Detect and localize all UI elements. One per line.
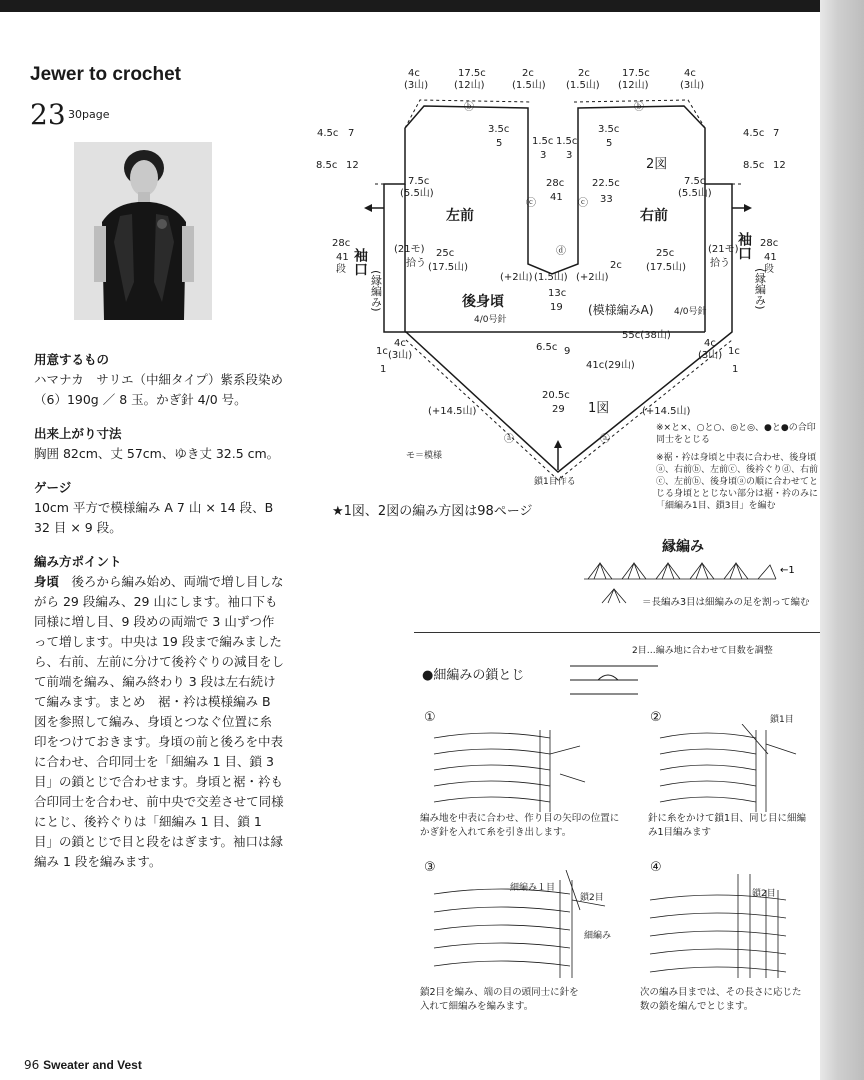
join-note: 2目…編み地に合わせて目数を調整 (632, 646, 773, 656)
dim-7-right: 7 (773, 128, 780, 139)
dim-33: 33 (600, 194, 613, 205)
mo-note: モ＝模様 (406, 451, 443, 461)
sleeve-edge-left: (縁編み) (369, 270, 383, 312)
page-number: 96 (24, 1058, 40, 1072)
step2-illustration (656, 724, 806, 814)
page-footer (24, 1058, 142, 1072)
step4-label: 鎖2目 (752, 889, 776, 899)
dim-2c-right: 2c (578, 68, 590, 79)
mark-b-right: ⓑ (634, 102, 644, 113)
dim-1-5c-b: 1.5c (556, 136, 578, 147)
dim-12-right: 12 (773, 160, 786, 171)
step2-label: 鎖1目 (770, 715, 794, 725)
section-name: Sweater and Vest (43, 1058, 142, 1072)
dim-4-5c-left: 4.5c (317, 128, 339, 139)
dim-20-5c: 20.5c (542, 390, 570, 401)
diagram-caption: ★1図、2図の編み方図は98ページ (332, 504, 533, 519)
dim-plus14-5-right: (+14.5山) (642, 406, 691, 417)
join-title: ●細編みの鎖とじ (422, 668, 525, 683)
dim-3-a: 3 (540, 150, 547, 161)
dim-8-5c-right: 8.5c (743, 160, 765, 171)
edging-arrow: ←1 (780, 565, 795, 576)
dim-6-5c: 6.5c (536, 342, 558, 353)
dim-28c-center: 28c (546, 178, 565, 189)
note-2: ※裾・衿は身頃と中表に合わせ、後身頃ⓐ、右前ⓑ、左前ⓒ、後衿ぐりⓓ、右前ⓒ、左前ⓑ、後身頃ⓐの順に合わせてとじる身頃ととじない部分は裾・衿のみに「細編み1目、鎖3目」を編む (656, 453, 819, 511)
dim-4c-bottom-left: 4c (394, 338, 406, 349)
dim-3yama-right: (3山) (680, 80, 705, 91)
dim-plus14-5-left: (+14.5山) (428, 406, 477, 417)
dim-41c: 41c(29山) (586, 360, 635, 371)
dim-plus2-right: (+2山) (576, 272, 609, 283)
dim-1-5c-a: 1.5c (532, 136, 554, 147)
materials-heading: 用意するもの (34, 352, 110, 367)
left-front-label: 左前 (446, 208, 474, 224)
dim-4c-left: 4c (408, 68, 420, 79)
step1-illustration (430, 724, 590, 814)
edging-title: 縁編み (662, 539, 704, 555)
pattern-a-label: (模様編みA) (588, 303, 654, 317)
hiro-right: 拾う (710, 258, 730, 269)
dim-3-b: 3 (566, 150, 573, 161)
dim-5-5yama-right: (5.5山) (678, 188, 712, 199)
dim-28c-left: 28c (332, 238, 351, 249)
dim-4c-right: 4c (684, 68, 696, 79)
dim-3-5c-right: 3.5c (598, 124, 620, 135)
step3-number: ③ (424, 860, 436, 875)
sleeve-edge-right: (縁編み) (753, 268, 767, 310)
dim-5-left: 5 (496, 138, 503, 149)
dim-4c-bottom-right: 4c (704, 338, 716, 349)
dim-25c-left: 25c (436, 248, 455, 259)
pattern-page-ref: 30page (68, 108, 110, 121)
needle-label-back: 4/0号針 (474, 315, 507, 325)
mark-b-left: ⓑ (464, 102, 474, 113)
dim-1-5yama-left: (1.5山) (512, 80, 546, 91)
dim-41-left: 41 (336, 252, 349, 263)
edging-chart (580, 555, 810, 625)
dim-3-5c-left: 3.5c (488, 124, 510, 135)
step1-caption: 編み地を中表に合わせ、作り目の矢印の位置にかぎ針を入れて糸を引き出します。 (420, 813, 620, 838)
dim-21mo-left: (21モ) (394, 244, 425, 255)
needle-label-right: 4/0号針 (674, 307, 707, 317)
dim-17-5yama-left: (17.5山) (428, 262, 469, 273)
step2-number: ② (650, 710, 662, 725)
step3-label-1: 細編み１目 (510, 883, 556, 893)
dim-9: 9 (564, 346, 571, 357)
dim-21mo-right: (21モ) (708, 244, 739, 255)
dim-17-5-right: 17.5c (622, 68, 650, 79)
sleeve-label-left: 袖口 (352, 248, 368, 276)
dim-3yama-left: (3山) (404, 80, 429, 91)
dim-8-5c-left: 8.5c (316, 160, 338, 171)
size-heading: 出来上がり寸法 (34, 426, 122, 441)
step3-label-2: 鎖2目 (580, 893, 604, 903)
dim-4-5c-right: 4.5c (743, 128, 765, 139)
dim-2c-mid: 2c (610, 260, 622, 271)
dim-dan-left: 段 (336, 264, 346, 275)
dim-25c-right: 25c (656, 248, 675, 259)
step4-number: ④ (650, 860, 662, 875)
mark-d: ⓓ (556, 246, 566, 257)
size-text: 胸囲 82cm、丈 57cm、ゆき丈 32.5 cm。 (34, 446, 280, 461)
model-photo (74, 142, 212, 320)
dim-28c-right: 28c (760, 238, 779, 249)
right-front-label: 右前 (640, 208, 668, 224)
method-body: 後ろから編み始め、両端で増し目しながら 29 段編み、29 山にします。袖口下も同様に増し目、9 段めの両端で 3 山ずつ作って増します。中央は 19 段まで編みましたら、右前、左前に分けて後衿ぐりの減目をして前端を編み、編み終わり 3 段は左右続けて編みます。まとめ 裾・衿は模様編み B 図を参照して編み、身頃とつなぐ位置に糸印をつけておきます。身頃の前と後ろを中表に合わせ、合印同士を「細編み 1 目、鎖 3 目」の鎖とじで合わせます。身頃と裾・衿も合印同士を合わせ、前中央で交差させて同様にとじ、後衿ぐりは「細編み 1 目、鎖 1 目」の鎖とじで目と段をはぎます。袖口は縁編み 1 段を編みます。 (34, 574, 285, 869)
dim-1-left: 1 (380, 364, 387, 375)
assembly-notes (656, 422, 824, 518)
step3-label-3: 細編み (584, 931, 612, 941)
back-label: 後身頃 (462, 294, 504, 310)
instructions-column (34, 350, 284, 872)
dim-plus2-left: (+2山) (500, 272, 533, 283)
dim-17-5yama-right: (17.5山) (646, 262, 687, 273)
arrow-left-head (364, 204, 372, 212)
method-text (34, 572, 284, 872)
page-title: Jewer to crochet (30, 64, 181, 85)
step2-caption: 針に糸をかけて鎖1目、同じ目に細編み1目編みます (648, 813, 807, 838)
dim-7-5c-right: 7.5c (684, 176, 706, 187)
dim-1-5yama-right: (1.5山) (566, 80, 600, 91)
dim-1c-left: 1c (376, 346, 388, 357)
dim-3yama-bottom-right: (3山) (698, 350, 723, 361)
step4-illustration (646, 870, 816, 980)
arrow-up-head (554, 440, 562, 448)
join-symbol-chart (568, 658, 678, 706)
dim-41-center: 41 (550, 192, 563, 203)
fig2-label: 2図 (646, 157, 668, 172)
dim-2c-left: 2c (522, 68, 534, 79)
dim-12yama-left: (12山) (454, 80, 485, 91)
gauge-text: 10cm 平方で模様編み A 7 山 × 14 段、B 32 目 × 9 段。 (34, 500, 274, 535)
fig1-label: 1図 (588, 401, 610, 416)
edging-note: ＝長編み3目は細編みの足を割って編む (642, 597, 810, 608)
step1-number: ① (424, 710, 436, 725)
mark-c-right: ⓒ (578, 198, 588, 209)
start-note: 鎖1目作る (534, 477, 576, 487)
gauge-heading: ゲージ (34, 480, 72, 495)
dim-5-right: 5 (606, 138, 613, 149)
step4-caption: 次の編み目までは、その長さに応じた数の鎖を編んでとじます。 (640, 987, 802, 1012)
mark-c-left: ⓒ (526, 198, 536, 209)
model-photo-illustration (74, 142, 212, 320)
materials-text: ハマナカ サリエ（中細タイプ）紫系段染め（6）190g ／ 8 玉。かぎ針 4/0 号。 (34, 372, 284, 407)
dim-1-right: 1 (732, 364, 739, 375)
dim-12-left: 12 (346, 160, 359, 171)
dim-7-5c-left: 7.5c (408, 176, 430, 187)
dim-19: 19 (550, 302, 563, 313)
dim-7-left: 7 (348, 128, 355, 139)
pattern-number: 23 (30, 98, 66, 131)
hiro-left: 拾う (406, 258, 426, 269)
dim-dan-right: 段 (764, 264, 774, 275)
dim-12yama-right: (12山) (618, 80, 649, 91)
sleeve-label-right: 袖口 (736, 232, 752, 260)
top-edge (0, 0, 864, 12)
mark-a-right: ⓐ (600, 434, 610, 445)
dim-13c: 13c (548, 288, 567, 299)
note-1: ※×と×、○と○、◎と◎、●と●の合印同士をとじる (656, 423, 816, 445)
section-divider (414, 632, 820, 633)
step3-caption: 鎖2目を編み、端の目の頭同士に針を入れて細編みを編みます。 (420, 987, 579, 1012)
mark-a-left: ⓐ (504, 434, 514, 445)
dim-5-5yama-left: (5.5山) (400, 188, 434, 199)
dim-3yama-bottom-left: (3山) (388, 350, 413, 361)
method-heading: 編み方ポイント (34, 554, 122, 569)
dim-41-right: 41 (764, 252, 777, 263)
dim-1-5yama-mid: (1.5山) (534, 272, 568, 283)
dim-17-5-left: 17.5c (458, 68, 486, 79)
dim-22-5c: 22.5c (592, 178, 620, 189)
arrow-right-head (744, 204, 752, 212)
method-label: 身頃 (34, 574, 60, 589)
dim-1c-right: 1c (728, 346, 740, 357)
dim-29: 29 (552, 404, 565, 415)
dim-55c: 55c(38山) (622, 330, 671, 341)
